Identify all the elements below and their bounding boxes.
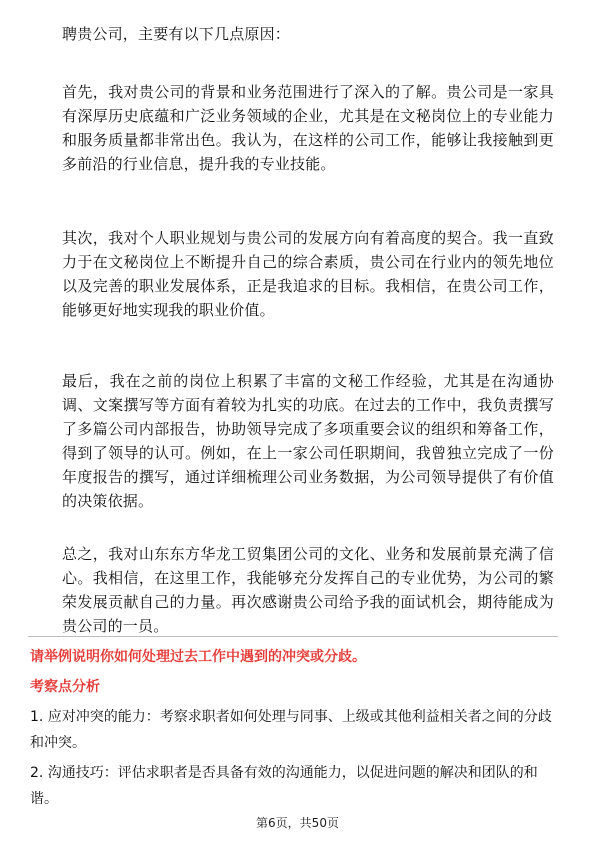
interview-question: 请举例说明你如何处理过去工作中遇到的冲突或分歧。	[30, 649, 366, 665]
analysis-item: 2. 沟通技巧：评估求职者是否具备有效的沟通能力，以促进问题的解决和团队的和谐。	[30, 765, 538, 807]
page-footer: 第6页，共50页	[256, 816, 339, 830]
lead-line: 聘贵公司，主要有以下几点原因：	[62, 25, 291, 43]
paragraph-conclusion: 总之，我对山东东方华龙工贸集团公司的文化、业务和发展前景充满了信心。我相信，在这里工作，我能够充分发挥自己的专业优势，为公司的繁荣发展贡献自己的力量。再次感谢贵公司给予我的面试机会，期待能成为贵公司的一员。	[62, 545, 554, 635]
paragraph-third: 最后，我在之前的岗位上积累了丰富的文秘工作经验，尤其是在沟通协调、文案撰写等方面有着较为扎实的功底。在过去的工作中，我负责撰写了多篇公司内部报告，协助领导完成了多项重要会议的组织和筹备工作，得到了领导的认可。例如，在上一家公司任职期间，我曾独立完成了一份年度报告的撰写，通过详细梳理公司业务数据，为公司领导提供了有价值的决策依据。	[62, 372, 554, 510]
analysis-item: 1. 应对冲突的能力：考察求职者如何处理与同事、上级或其他利益相关者之间的分歧和冲突。	[30, 709, 552, 751]
paragraph-second: 其次，我对个人职业规划与贵公司的发展方向有着高度的契合。我一直致力于在文秘岗位上不断提升自己的综合素质，贵公司在行业内的领先地位以及完善的职业发展体系，正是我追求的目标。我相信，在贵公司工作，能够更好地实现我的职业价值。	[62, 229, 554, 319]
paragraph-first: 首先，我对贵公司的背景和业务范围进行了深入的了解。贵公司是一家具有深厚历史底蕴和广泛业务领域的企业，尤其是在文秘岗位上的专业能力和服务质量都非常出色。我认为，在这样的公司工作，能够让我接触到更多前沿的行业信息，提升我的专业技能。	[62, 83, 554, 173]
section-title: 考察点分析	[30, 679, 100, 695]
section-divider	[28, 636, 558, 637]
